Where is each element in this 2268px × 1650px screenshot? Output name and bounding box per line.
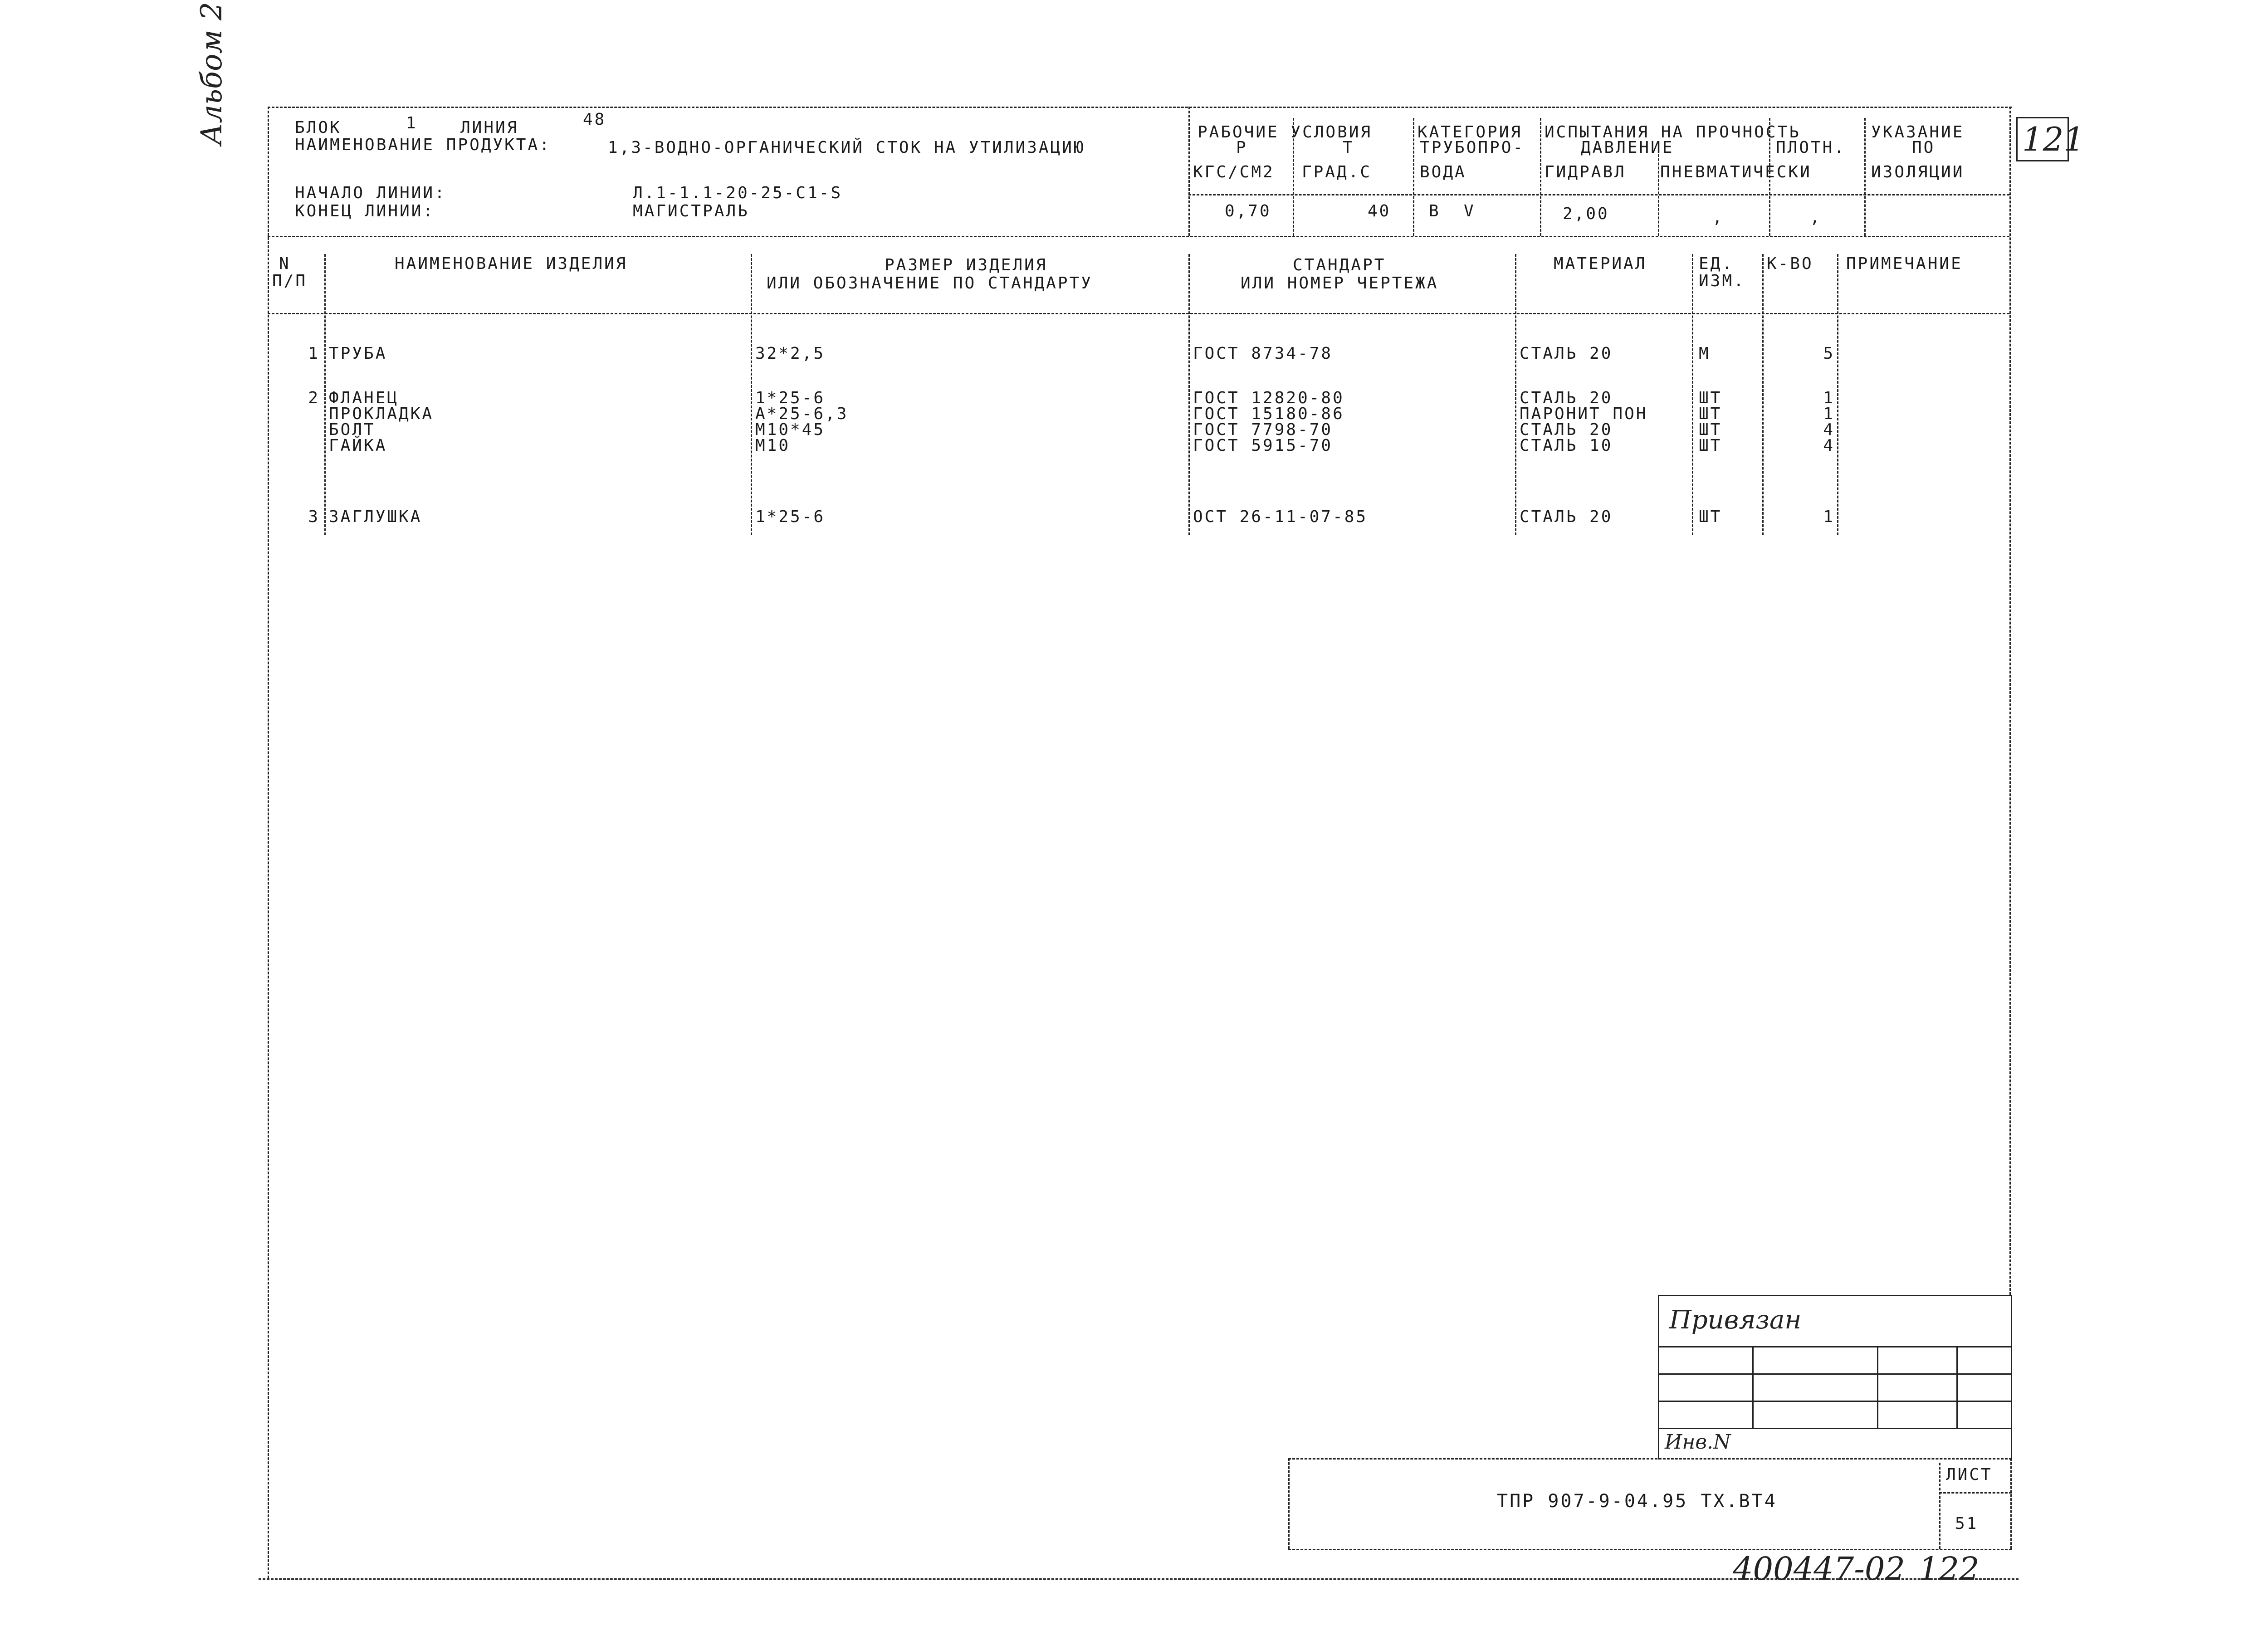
approval-stamp <box>1658 1295 2012 1460</box>
col-size-2: ИЛИ ОБОЗНАЧЕНИЕ ПО СТАНДАРТУ <box>767 274 1093 293</box>
title-block-sheet-rule <box>1939 1492 2012 1494</box>
title-block-right <box>2010 1458 2012 1549</box>
test-hydraulic: ГИДРАВЛ <box>1545 163 1626 181</box>
header-bottom-rule <box>268 236 2009 237</box>
header-v-category <box>1413 118 1414 236</box>
insulation-3: ИЗОЛЯЦИИ <box>1871 163 1965 181</box>
col-qty: К-ВО <box>1767 254 1813 273</box>
block-value: 1 <box>406 114 418 132</box>
row-qty: 5 <box>1823 344 1835 363</box>
row-size: А*25-6,3 <box>755 405 849 423</box>
album-label: Альбом 2 <box>195 2 229 145</box>
stamp-col-2 <box>1877 1346 1878 1428</box>
row-name: БОЛТ <box>329 420 376 439</box>
stamp-rule-2 <box>1659 1373 2011 1375</box>
row-qty: 4 <box>1823 436 1835 455</box>
stamp-col-1 <box>1752 1346 1754 1428</box>
block-label: БЛОК <box>295 118 342 137</box>
doc-code: ТПР 907-9-04.95 ТХ.ВТ4 <box>1497 1491 1777 1512</box>
p-unit: КГС/СМ2 <box>1193 163 1275 181</box>
title-block-top <box>1288 1458 2012 1460</box>
columns-bottom-rule <box>268 313 2009 314</box>
col-size-1: РАЗМЕР ИЗДЕЛИЯ <box>885 256 1048 274</box>
col-v-std <box>1188 254 1190 535</box>
col-std-1: СТАНДАРТ <box>1293 256 1386 274</box>
row-material: СТАЛЬ 20 <box>1520 420 1613 439</box>
title-block-bottom <box>1288 1549 2012 1550</box>
stamp-col-3 <box>1956 1346 1958 1428</box>
row-unit: ШТ <box>1699 389 1722 407</box>
row-unit: ШТ <box>1699 508 1722 526</box>
title-block-left <box>1288 1458 1290 1549</box>
col-v-qty <box>1762 254 1764 535</box>
work-conditions: РАБОЧИЕ УСЛОВИЯ <box>1198 123 1373 142</box>
category-1: КАТЕГОРИЯ <box>1418 123 1523 142</box>
row-qty: 1 <box>1823 389 1835 407</box>
row-standard: ГОСТ 7798-70 <box>1193 420 1333 439</box>
test-pressure: ДАВЛЕНИЕ <box>1581 138 1674 157</box>
row-size: М10 <box>755 436 791 455</box>
row-size: 32*2,5 <box>755 344 826 363</box>
line-value: 48 <box>583 110 606 129</box>
header-v-conditions <box>1188 107 1190 236</box>
col-v-note <box>1837 254 1838 535</box>
row-material: СТАЛЬ 20 <box>1520 508 1613 526</box>
t-symbol: Т <box>1343 138 1354 157</box>
product-value: 1,3-ВОДНО-ОРГАНИЧЕСКИЙ СТОК НА УТИЛИЗАЦИЮ <box>608 138 1085 157</box>
p-symbol: Р <box>1236 138 1248 157</box>
test-density: ПЛОТН. <box>1776 138 1846 157</box>
col-v-unit <box>1692 254 1693 535</box>
end-value: МАГИСТРАЛЬ <box>633 202 749 220</box>
start-value: Л.1-1.1-20-25-С1-S <box>633 184 843 202</box>
col-v-material <box>1515 254 1516 535</box>
t-unit: ГРАД.С <box>1302 163 1372 181</box>
row-standard: ГОСТ 5915-70 <box>1193 436 1333 455</box>
header-mid-rule <box>1188 194 2009 195</box>
row-size: 1*25-6 <box>755 389 826 407</box>
row-unit: ШТ <box>1699 436 1722 455</box>
col-v-num <box>324 254 326 535</box>
bottom-code: 400447-02 <box>1733 1550 1905 1587</box>
stamp-rule-1 <box>1659 1346 2011 1347</box>
start-label: НАЧАЛО ЛИНИИ: <box>295 184 446 202</box>
test-pneumatic: ПНЕВМАТИЧЕСКИ <box>1660 163 1812 181</box>
row-name: ФЛАНЕЦ <box>329 389 399 407</box>
col-note: ПРИМЕЧАНИЕ <box>1846 254 1963 273</box>
row-name: ГАЙКА <box>329 436 387 455</box>
density-value: , <box>1810 208 1822 227</box>
row-unit: М <box>1699 344 1711 363</box>
page-number-box <box>2016 117 2085 161</box>
row-num: 1 <box>308 344 320 363</box>
stamp-rule-4 <box>1659 1428 2011 1429</box>
insulation-2: ПО <box>1912 138 1936 157</box>
title-block-sheet-divider <box>1939 1463 1941 1549</box>
row-num: 3 <box>308 508 320 526</box>
col-v-size <box>751 254 752 535</box>
col-num-1: N <box>279 254 291 273</box>
t-value: 40 <box>1368 202 1391 220</box>
header-v-test <box>1540 118 1541 236</box>
stamp-inv: Инв.N <box>1665 1430 1731 1454</box>
row-name: ЗАГЛУШКА <box>329 508 422 526</box>
sheet-value: 51 <box>1955 1514 1979 1533</box>
row-standard: ГОСТ 12820-80 <box>1193 389 1344 407</box>
pneumatic-value: , <box>1712 208 1724 227</box>
row-material: СТАЛЬ 20 <box>1520 344 1613 363</box>
row-standard: ГОСТ 8734-78 <box>1193 344 1333 363</box>
row-unit: ШТ <box>1699 420 1722 439</box>
row-standard: ГОСТ 15180-86 <box>1193 405 1344 423</box>
col-std-2: ИЛИ НОМЕР ЧЕРТЕЖА <box>1241 274 1439 293</box>
frame-top <box>268 107 2012 108</box>
category-3: ВОДА <box>1420 163 1466 181</box>
row-qty: 1 <box>1823 405 1835 423</box>
col-unit-2: ИЗМ. <box>1699 272 1745 290</box>
product-label: НАИМЕНОВАНИЕ ПРОДУКТА: <box>295 136 551 154</box>
row-name: ПРОКЛАДКА <box>329 405 434 423</box>
p-value: 0,70 <box>1225 202 1271 220</box>
row-standard: ОСТ 26-11-07-85 <box>1193 508 1368 526</box>
line-label: ЛИНИЯ <box>460 118 519 137</box>
row-unit: ШТ <box>1699 405 1722 423</box>
row-qty: 1 <box>1823 508 1835 526</box>
frame-left <box>268 107 269 1578</box>
row-name: ТРУБА <box>329 344 387 363</box>
category-value: В V <box>1429 202 1476 220</box>
frame-right-upper <box>2009 107 2011 1295</box>
sheet-label: ЛИСТ <box>1946 1465 1993 1484</box>
bottom-page: 122 <box>1919 1550 1980 1587</box>
row-qty: 4 <box>1823 420 1835 439</box>
category-2: ТРУБОПРО- <box>1420 138 1525 157</box>
row-material: СТАЛЬ 10 <box>1520 436 1613 455</box>
header-v-insulation <box>1864 118 1866 236</box>
test-title: ИСПЫТАНИЯ НА ПРОЧНОСТЬ <box>1545 123 1801 142</box>
row-material: ПАРОНИТ ПОН <box>1520 405 1648 423</box>
insulation-1: УКАЗАНИЕ <box>1871 123 1965 142</box>
col-name: НАИМЕНОВАНИЕ ИЗДЕЛИЯ <box>395 254 628 273</box>
stamp-rule-3 <box>1659 1401 2011 1402</box>
row-num: 2 <box>308 389 320 407</box>
col-num-2: П/П <box>272 272 308 290</box>
page-number: 121 <box>2022 120 2085 158</box>
hydraulic-value: 2,00 <box>1563 205 1609 223</box>
frame-bottom <box>259 1578 2019 1580</box>
end-label: КОНЕЦ ЛИНИИ: <box>295 202 435 220</box>
col-unit-1: ЕД. <box>1699 254 1734 273</box>
row-size: М10*45 <box>755 420 826 439</box>
row-size: 1*25-6 <box>755 508 826 526</box>
row-material: СТАЛЬ 20 <box>1520 389 1613 407</box>
stamp-bound: Привязан <box>1669 1305 1802 1335</box>
header-v-pneum <box>1658 154 1659 236</box>
col-material: МАТЕРИАЛ <box>1554 254 1647 273</box>
